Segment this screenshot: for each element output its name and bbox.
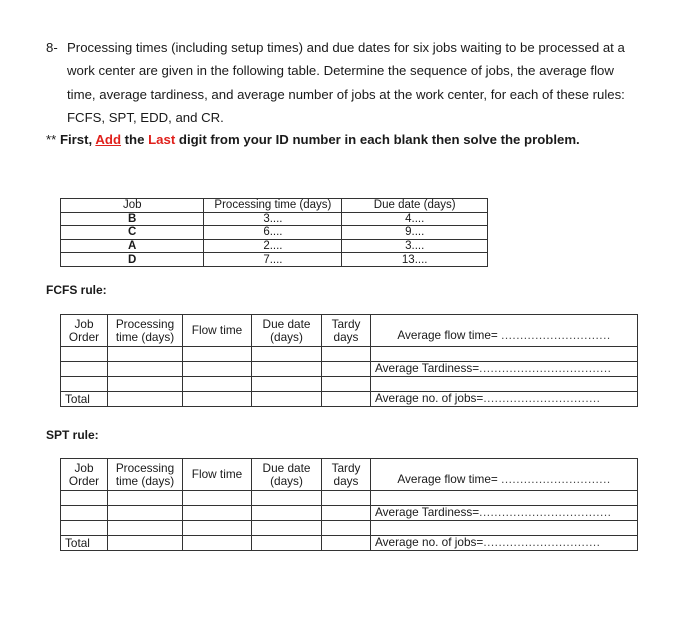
avg-flow-label: Average flow time=	[397, 328, 498, 342]
avg-jobs-blank: ...............................	[483, 535, 601, 549]
header-job-order	[61, 459, 108, 491]
table-row	[61, 212, 488, 226]
fcfs-title: FCFS rule:	[46, 283, 107, 297]
due-date: 4....	[342, 212, 488, 226]
spt-header-row	[61, 459, 638, 491]
processing-time: 7....	[204, 253, 342, 267]
fcfs-total-row	[61, 392, 638, 407]
job-name: C	[61, 226, 204, 240]
header-job: Job	[61, 199, 204, 213]
header-due-date: Due date (days)	[342, 199, 488, 213]
instruction-last: Last	[148, 132, 176, 147]
avg-jobs-label: Average no. of jobs=	[375, 391, 484, 405]
avg-tardiness-blank: ...................................	[479, 361, 612, 375]
header-due-date-text: Due date (days)	[262, 316, 311, 344]
fcfs-header-row	[61, 315, 638, 347]
due-date: 3....	[342, 239, 488, 253]
spt-title: SPT rule:	[46, 428, 99, 442]
header-due-date	[252, 459, 322, 491]
header-due-date	[252, 315, 322, 347]
avg-flow-blank: .............................	[501, 328, 611, 342]
avg-jobs-label: Average no. of jobs=	[375, 535, 484, 549]
instruction	[46, 132, 580, 147]
instruction-first: First,	[59, 132, 96, 147]
table-row	[61, 226, 488, 240]
due-date: 13....	[342, 253, 488, 267]
avg-flow-blank: .............................	[501, 472, 611, 486]
avg-flow-label: Average flow time=	[397, 472, 498, 486]
header-tardy-text: Tardy days	[331, 460, 361, 488]
avg-tardiness-blank: ...................................	[479, 505, 612, 519]
total-text: Total	[65, 536, 90, 550]
table-row	[61, 506, 638, 521]
job-data-table	[60, 198, 488, 267]
fcfs-avg-flow-time	[371, 315, 638, 347]
spt-avg-jobs	[371, 536, 638, 551]
fcfs-avg-tardiness	[371, 362, 638, 377]
spt-avg-flow-time	[371, 459, 638, 491]
total-label	[61, 392, 108, 407]
job-name: A	[61, 239, 204, 253]
instruction-add: Add	[95, 132, 121, 147]
table-row	[61, 521, 638, 536]
table-row	[61, 253, 488, 267]
spt-total-row	[61, 536, 638, 551]
due-date: 9....	[342, 226, 488, 240]
instruction-rest: digit from your ID number in each blank then solve the problem.	[175, 132, 580, 147]
avg-tardiness-label: Average Tardiness=	[375, 361, 480, 375]
header-processing-text: Processing time (days)	[115, 460, 175, 488]
spt-work-table	[60, 458, 638, 551]
table-row	[61, 377, 638, 392]
total-text: Total	[65, 392, 90, 406]
header-processing	[108, 315, 183, 347]
question-text: Processing times (including setup times) and due dates for six jobs waiting to be processed at a work center are given in the following table. Determine the sequence of jobs, the average flow time, average tardiness, and average number of jobs at the work center, for each of these rules: FCFS, SPT, EDD, and CR.	[67, 40, 625, 126]
processing-time: 6....	[204, 226, 342, 240]
fcfs-work-table	[60, 314, 638, 407]
job-name: D	[61, 253, 204, 267]
table-row	[61, 491, 638, 506]
header-processing-time: Processing time (days)	[204, 199, 342, 213]
job-table-header	[61, 199, 488, 213]
spt-avg-tardiness	[371, 506, 638, 521]
table-row	[61, 239, 488, 253]
avg-tardiness-label: Average Tardiness=	[375, 505, 480, 519]
header-tardy	[322, 315, 371, 347]
header-job-order	[61, 315, 108, 347]
header-job-order-text: Job Order	[68, 316, 100, 344]
header-processing-text: Processing time (days)	[115, 316, 175, 344]
job-name: B	[61, 212, 204, 226]
header-processing	[108, 459, 183, 491]
header-job-order-text: Job Order	[68, 460, 100, 488]
avg-jobs-blank: ...............................	[483, 391, 601, 405]
table-row	[61, 347, 638, 362]
total-label	[61, 536, 108, 551]
header-flow-time: Flow time	[183, 315, 252, 347]
header-due-date-text: Due date (days)	[262, 460, 311, 488]
header-tardy-text: Tardy days	[331, 316, 361, 344]
fcfs-avg-jobs	[371, 392, 638, 407]
header-flow-time: Flow time	[183, 459, 252, 491]
instruction-prefix: **	[46, 132, 60, 147]
instruction-the: the	[121, 132, 149, 147]
header-tardy	[322, 459, 371, 491]
processing-time: 2....	[204, 239, 342, 253]
processing-time: 3....	[204, 212, 342, 226]
table-row	[61, 362, 638, 377]
question-number: 8-	[46, 40, 58, 55]
